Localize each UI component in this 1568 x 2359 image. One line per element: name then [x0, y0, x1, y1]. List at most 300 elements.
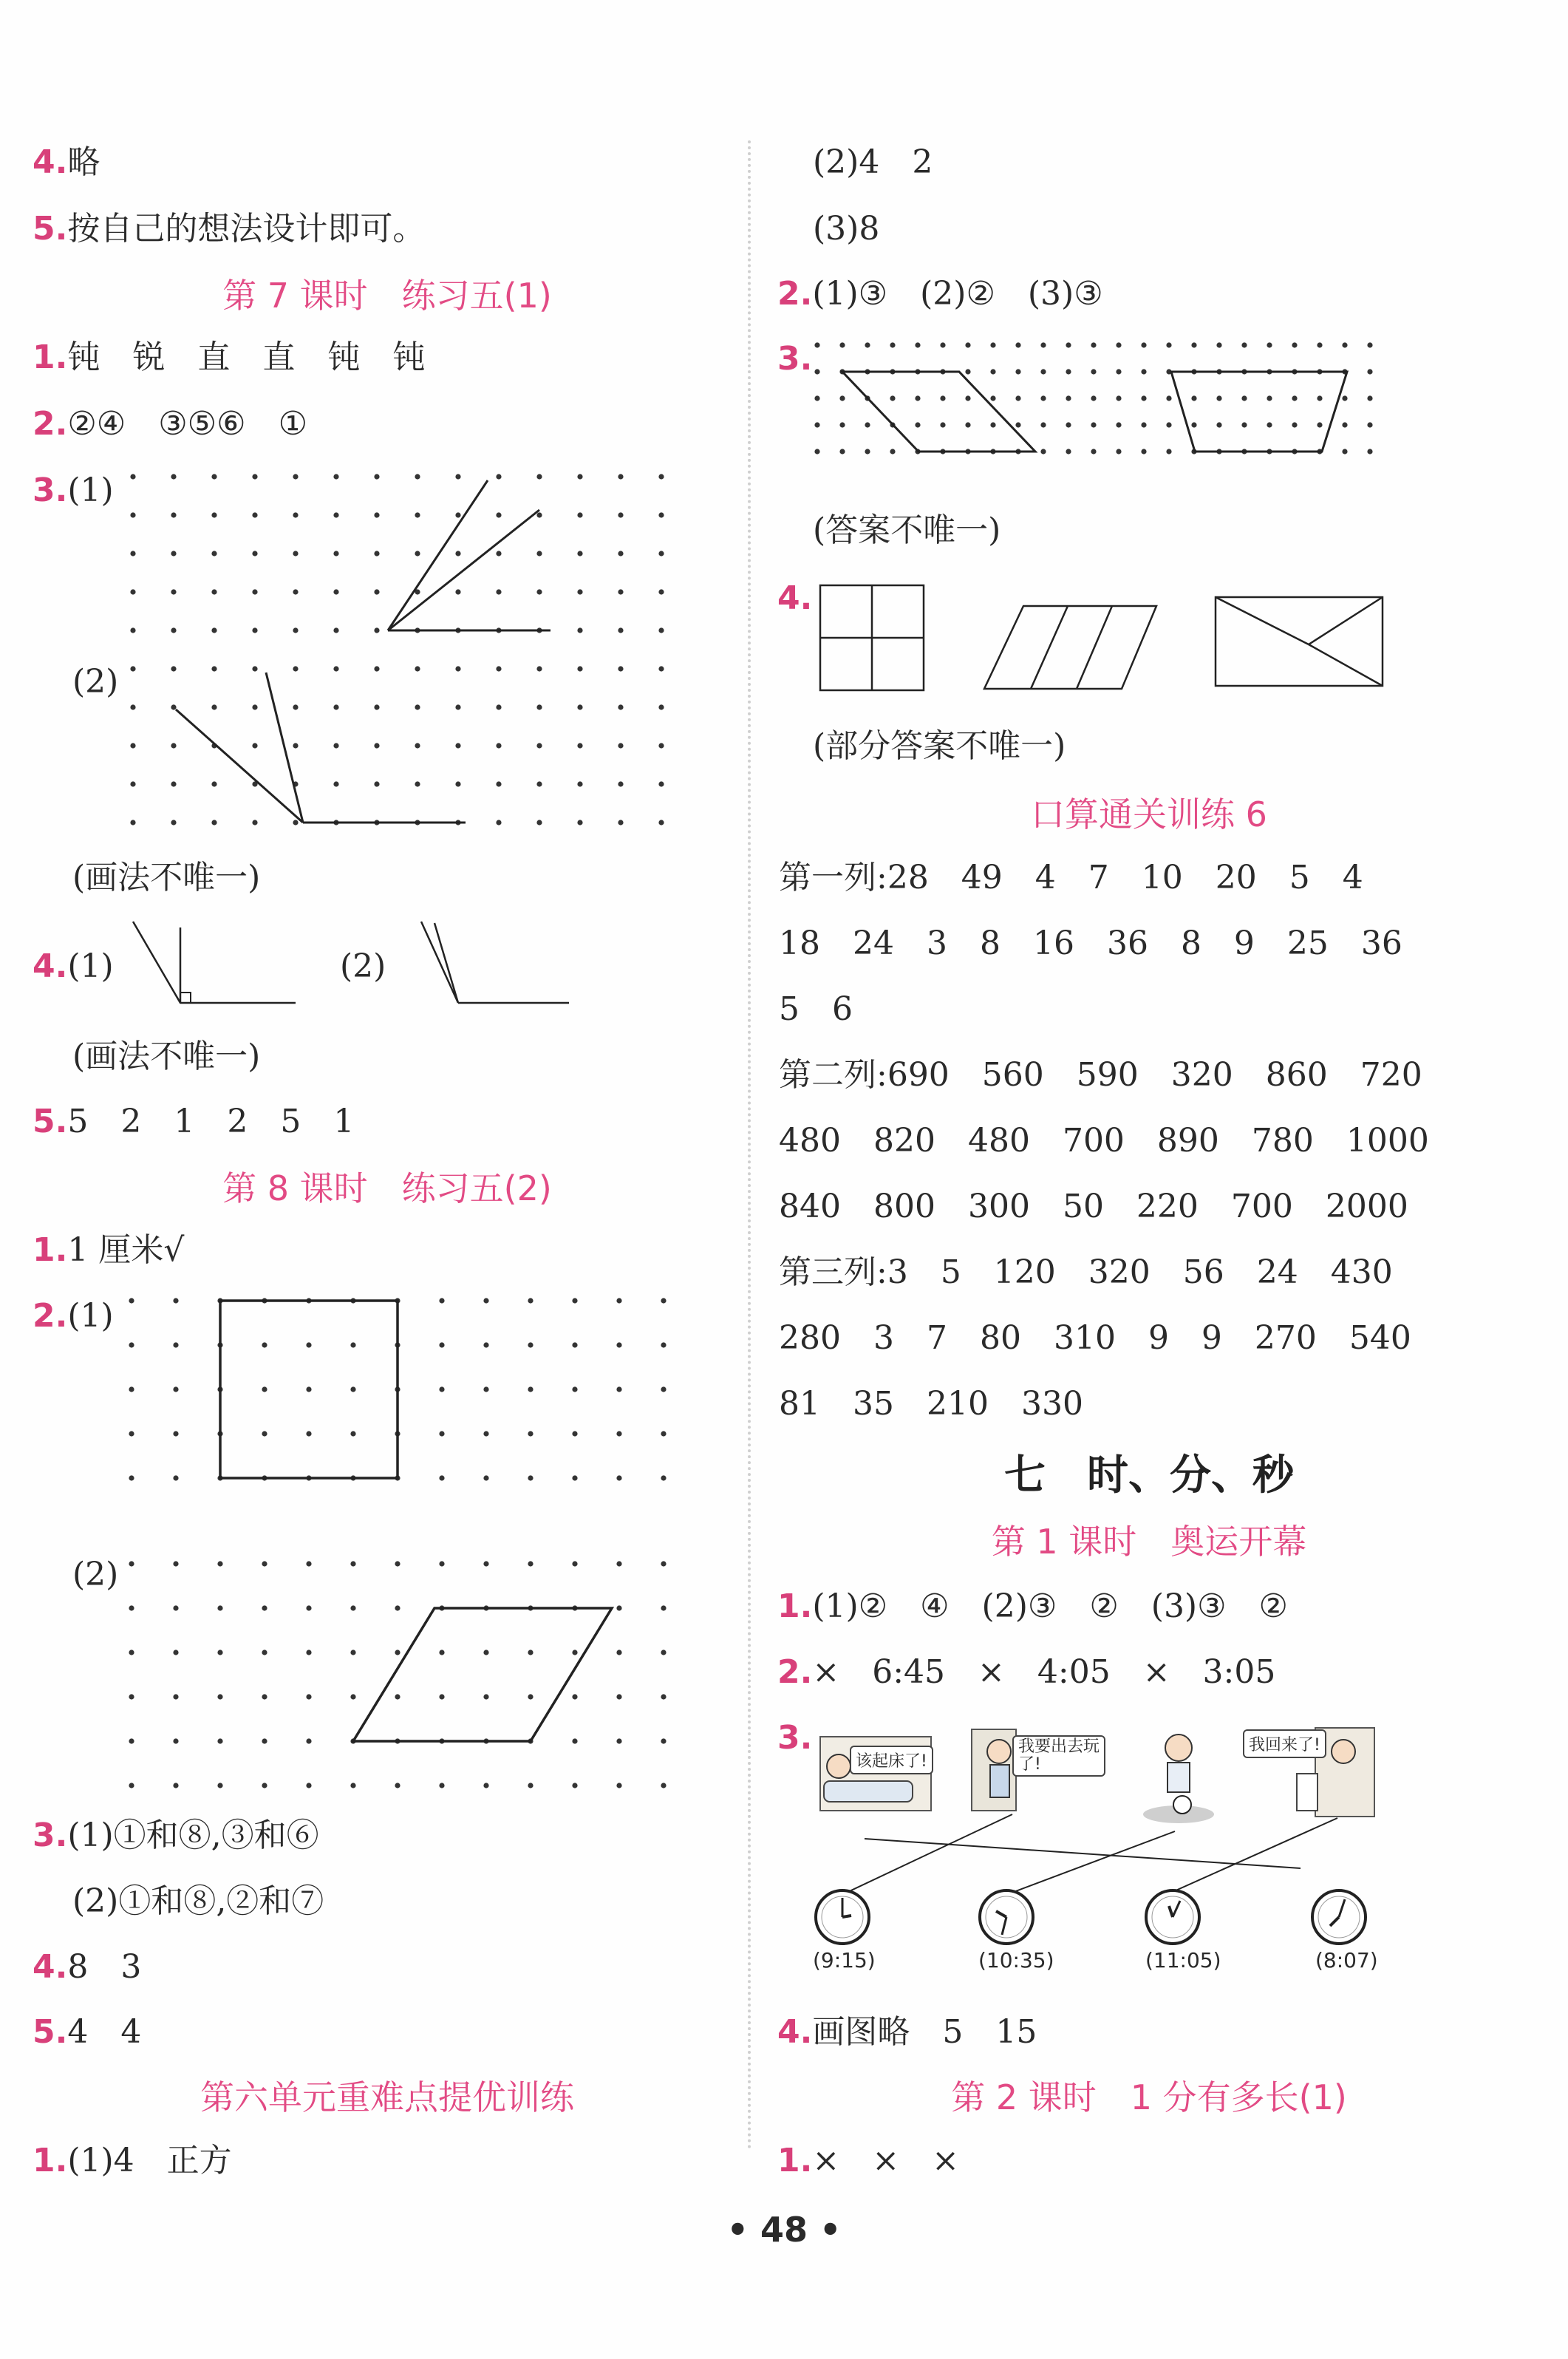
clock-face	[816, 1890, 869, 1944]
grid-dot	[865, 422, 870, 427]
grid-dot	[572, 1694, 577, 1699]
parallelogram-shape	[353, 1608, 612, 1741]
lesson-heading: 第 1 课时 奥运开幕	[991, 1522, 1307, 1562]
grid-dot	[171, 627, 176, 633]
drill-line: 第一列:28 49 4 7 10 20 5 4	[779, 859, 1363, 896]
drill-line: 280 3 7 80 310 9 9 270 540	[779, 1319, 1411, 1357]
grid-dot	[661, 1650, 666, 1655]
grid-dot	[130, 589, 135, 594]
grid-dot	[415, 666, 420, 671]
grid-dot	[306, 1431, 311, 1436]
grid-dot	[814, 449, 819, 454]
grid-dot	[333, 551, 338, 556]
grid-dot	[350, 1561, 355, 1566]
grid-dot	[130, 743, 135, 748]
grid-dot	[1216, 342, 1221, 347]
grid-dot	[839, 342, 845, 347]
sub-label: (2)	[72, 1556, 119, 1593]
grid-dot	[262, 1650, 267, 1655]
grid-dot	[1317, 342, 1322, 347]
grid-dot	[1040, 342, 1046, 347]
grid-dot	[528, 1694, 533, 1699]
grid-dot	[1116, 342, 1121, 347]
grid-dot	[1166, 342, 1171, 347]
grid-dot	[171, 820, 176, 825]
grid-dot	[577, 512, 582, 517]
grid-dot	[577, 474, 582, 479]
grid-dot	[306, 1386, 311, 1392]
grid-dot	[616, 1431, 621, 1436]
grid-dot	[658, 627, 664, 633]
grid-dot	[940, 395, 945, 401]
grid-dot	[1367, 342, 1372, 347]
dot-grid-angle-2	[126, 665, 687, 828]
grid-dot	[1066, 395, 1071, 401]
grid-dot	[1292, 395, 1297, 401]
grid-dot	[1091, 369, 1096, 374]
grid-dot	[915, 422, 920, 427]
grid-dot	[1141, 422, 1146, 427]
answer-line: (3)8	[813, 210, 880, 248]
grid-dot	[1342, 422, 1347, 427]
grid-dot	[252, 743, 257, 748]
answer-line	[33, 142, 100, 183]
grid-dot	[1191, 395, 1196, 401]
grid-dot	[350, 1783, 355, 1788]
grid-dot	[374, 627, 379, 633]
dot-grid-parallelograms	[813, 340, 1404, 488]
item-number: 1.	[777, 2142, 813, 2179]
grid-dot	[1091, 395, 1096, 401]
grid-dot	[616, 1650, 621, 1655]
grid-dot	[211, 551, 217, 556]
grid-dot	[1241, 422, 1247, 427]
grid-dot	[333, 743, 338, 748]
dot-grid-parallelogram	[126, 1559, 702, 1796]
grid-dot	[528, 1783, 533, 1788]
grid-dot	[536, 781, 542, 786]
item-number: 3.	[33, 1817, 68, 1854]
grid-dot	[262, 1783, 267, 1788]
grid-dot	[658, 704, 664, 709]
item-number: 5.	[33, 210, 68, 248]
grid-dot	[496, 589, 501, 594]
grid-dot	[415, 704, 420, 709]
lesson-heading: 第 2 课时 1 分有多长(1)	[951, 2077, 1347, 2117]
drill-line: 第三列:3 5 120 320 56 24 430	[779, 1253, 1393, 1291]
unit-review-heading: 第六单元重难点提优训练	[200, 2077, 574, 2117]
answer-line	[777, 2012, 1037, 2053]
grid-dot	[1267, 342, 1272, 347]
clock-caption: (11:05)	[1145, 1948, 1221, 1972]
grid-dot	[455, 666, 460, 671]
answer-text: (1)①和⑧,③和⑥	[67, 1817, 319, 1854]
answer-line	[777, 2140, 959, 2182]
grid-dot	[618, 666, 623, 671]
grid-dot	[577, 781, 582, 786]
grid-dot	[1116, 395, 1121, 401]
grid-dot	[1367, 395, 1372, 401]
grid-dot	[572, 1738, 577, 1743]
grid-dot	[528, 1386, 533, 1392]
note: (画法不唯一)	[72, 1038, 261, 1075]
grid-dot	[333, 589, 338, 594]
grid-dot	[661, 1342, 666, 1347]
grid-dot	[333, 781, 338, 786]
grid-dot	[1292, 422, 1297, 427]
grid-dot	[173, 1605, 178, 1610]
grid-dot	[1342, 395, 1347, 401]
grid-dot	[171, 704, 176, 709]
grid-dot	[1141, 369, 1146, 374]
grid-dot	[814, 342, 819, 347]
grid-dot	[395, 1694, 400, 1699]
grid-dot	[572, 1783, 577, 1788]
drill-line: 81 35 210 330	[779, 1385, 1083, 1423]
grid-dot	[395, 1561, 400, 1566]
grid-dot	[536, 474, 542, 479]
grid-dot	[293, 820, 298, 825]
answer-text: 4 4	[67, 2013, 142, 2051]
answer-text: 钝 锐 直 直 钝 钝	[67, 338, 426, 376]
grid-dot	[306, 1605, 311, 1610]
grid-dot	[439, 1342, 444, 1347]
answer-text: (1)4 正方	[67, 2142, 232, 2179]
grid-dot	[661, 1694, 666, 1699]
grid-dot	[496, 820, 501, 825]
grid-dot	[211, 627, 217, 633]
grid-dot	[350, 1386, 355, 1392]
answer-line	[33, 2012, 141, 2053]
grid-dot	[616, 1561, 621, 1566]
grid-dot	[211, 781, 217, 786]
grid-dot	[536, 820, 542, 825]
grid-dot	[333, 512, 338, 517]
grid-dot	[1216, 422, 1221, 427]
grid-dot	[483, 1386, 488, 1392]
grid-dot	[536, 666, 542, 671]
grid-dot	[658, 474, 664, 479]
grid-dot	[496, 666, 501, 671]
dot-grid-angle-1	[126, 473, 687, 636]
item-number: 3.	[33, 472, 68, 509]
grid-dot	[661, 1605, 666, 1610]
grid-dot	[350, 1605, 355, 1610]
grid-dot	[129, 1561, 134, 1566]
grid-dot	[129, 1342, 134, 1347]
drill-line: 840 800 300 50 220 700 2000	[779, 1188, 1408, 1225]
answer-line	[33, 1947, 141, 1988]
grid-dot	[940, 422, 945, 427]
answer-line	[33, 2140, 232, 2182]
grid-dot	[262, 1738, 267, 1743]
grid-dot	[455, 512, 460, 517]
item-number: 2.	[33, 405, 68, 443]
clock-face	[980, 1890, 1033, 1944]
grid-dot	[1066, 422, 1071, 427]
grid-dot	[496, 704, 501, 709]
grid-dot	[1166, 422, 1171, 427]
grid-dot	[1066, 369, 1071, 374]
grid-dot	[293, 474, 298, 479]
grid-dot	[130, 627, 135, 633]
grid-dot	[415, 474, 420, 479]
speech-bubble: 我回来了!	[1243, 1729, 1326, 1758]
grid-dot	[536, 512, 542, 517]
grid-dot	[1241, 395, 1247, 401]
grid-dot	[577, 666, 582, 671]
answer-line	[33, 337, 425, 378]
angle-figure	[414, 920, 576, 1009]
answer-line	[33, 946, 114, 987]
grid-dot	[839, 395, 845, 401]
grid-dot	[618, 743, 623, 748]
grid-dot	[374, 666, 379, 671]
grid-dot	[293, 704, 298, 709]
grid-dot	[306, 1650, 311, 1655]
grid-dot	[1342, 449, 1347, 454]
grid-dot	[1191, 342, 1196, 347]
grid-dot	[483, 1431, 488, 1436]
grid-dot	[374, 704, 379, 709]
grid-dot	[1040, 395, 1046, 401]
grid-dot	[455, 704, 460, 709]
answer-line	[777, 338, 812, 380]
grid-dot	[439, 1298, 444, 1303]
grid-dot	[496, 781, 501, 786]
grid-dot	[915, 342, 920, 347]
grid-dot	[1015, 422, 1020, 427]
grid-dot	[293, 627, 298, 633]
drill-heading: 口算通关训练 6	[1031, 794, 1267, 834]
grid-dot	[374, 743, 379, 748]
grid-dot	[1066, 342, 1071, 347]
item-number: 4.	[33, 947, 68, 985]
answer-line: (2)①和⑧,②和⑦	[72, 1882, 324, 1920]
grid-dot	[395, 1783, 400, 1788]
grid-dot	[572, 1431, 577, 1436]
sub-label: (2)	[72, 663, 119, 701]
grid-dot	[890, 342, 895, 347]
item-number: 4.	[777, 579, 813, 617]
grid-dot	[890, 449, 895, 454]
grid-dot	[483, 1650, 488, 1655]
grid-dot	[1241, 342, 1247, 347]
grid-dot	[658, 781, 664, 786]
clock-caption: (9:15)	[813, 1948, 876, 1972]
answer-text: × × ×	[812, 2142, 959, 2179]
item-number: 2.	[33, 1297, 68, 1335]
grid-dot	[252, 512, 257, 517]
item-number: 4.	[33, 1948, 68, 1986]
answer-text: 画图略 5 15	[812, 2013, 1037, 2051]
grid-dot	[1141, 395, 1146, 401]
grid-dot	[865, 449, 870, 454]
grid-dot	[618, 512, 623, 517]
grid-dot	[483, 1783, 488, 1788]
match-line	[990, 1831, 1175, 1901]
grid-dot	[1015, 369, 1020, 374]
grid-dot	[262, 1694, 267, 1699]
grid-dot	[483, 1475, 488, 1480]
item-number: 5.	[33, 2013, 68, 2051]
answer-text: 5 2 1 2 5 1	[67, 1103, 355, 1140]
grid-dot	[439, 1386, 444, 1392]
grid-dot	[211, 666, 217, 671]
grid-dot	[839, 422, 845, 427]
grid-dot	[415, 512, 420, 517]
grid-dot	[130, 551, 135, 556]
grid-dot	[528, 1431, 533, 1436]
grid-dot	[915, 395, 920, 401]
grid-dot	[1317, 422, 1322, 427]
answer-text: 1 厘米√	[67, 1231, 185, 1269]
grid-dot	[129, 1605, 134, 1610]
grid-dot	[1091, 449, 1096, 454]
grid-dot	[439, 1694, 444, 1699]
grid-dot	[528, 1650, 533, 1655]
grid-dot	[616, 1342, 621, 1347]
grid-dot	[217, 1650, 222, 1655]
answer-line	[777, 1586, 1288, 1627]
lesson-heading: 第 8 课时 练习五(2)	[222, 1168, 552, 1208]
speech-bubble: 该起床了!	[850, 1746, 933, 1774]
note: (部分答案不唯一)	[813, 727, 1066, 765]
clock-face	[1146, 1890, 1199, 1944]
answer-text: × 6:45 × 4:05 × 3:05	[812, 1653, 1276, 1691]
grid-dot	[890, 395, 895, 401]
grid-dot	[536, 551, 542, 556]
grid-dot	[333, 704, 338, 709]
grid-dot	[211, 820, 217, 825]
speech-bubble: 我要出去玩了!	[1012, 1735, 1105, 1777]
parallelogram-divided	[984, 606, 1156, 689]
item-number: 4.	[33, 143, 68, 181]
grid-dot	[173, 1783, 178, 1788]
division-figures	[813, 584, 1404, 695]
grid-dot	[618, 781, 623, 786]
unit-title: 七 时、分、秒	[1004, 1451, 1294, 1500]
grid-dot	[618, 704, 623, 709]
grid-dot	[130, 820, 135, 825]
grid-dot	[130, 512, 135, 517]
grid-dot	[658, 589, 664, 594]
grid-dot	[1267, 395, 1272, 401]
item-number: 1.	[33, 2142, 68, 2179]
grid-dot	[616, 1738, 621, 1743]
grid-dot	[536, 743, 542, 748]
grid-dot	[814, 369, 819, 374]
grid-dot	[618, 474, 623, 479]
grid-dot	[395, 1605, 400, 1610]
page-number: • 48 •	[726, 2210, 842, 2250]
grid-dot	[171, 666, 176, 671]
grid-dot	[618, 820, 623, 825]
grid-dot	[173, 1431, 178, 1436]
grid-dot	[1367, 369, 1372, 374]
grid-dot	[129, 1650, 134, 1655]
grid-dot	[333, 666, 338, 671]
grid-dot	[374, 781, 379, 786]
grid-dot	[293, 666, 298, 671]
grid-dot	[1292, 342, 1297, 347]
grid-dot	[129, 1783, 134, 1788]
grid-dot	[173, 1650, 178, 1655]
grid-dot	[211, 474, 217, 479]
grid-dot	[262, 1386, 267, 1392]
grid-dot	[333, 627, 338, 633]
item-number: 3.	[777, 340, 813, 378]
grid-dot	[496, 512, 501, 517]
grid-dot	[618, 627, 623, 633]
answer-line: (2)4 2	[813, 143, 933, 181]
grid-dot	[965, 395, 970, 401]
grid-dot	[171, 474, 176, 479]
grid-dot	[262, 1431, 267, 1436]
grid-dot	[1091, 342, 1096, 347]
answer-line	[33, 1101, 354, 1143]
grid-dot	[577, 743, 582, 748]
grid-dot	[374, 512, 379, 517]
grid-dot	[1141, 449, 1146, 454]
grid-dot	[658, 820, 664, 825]
grid-dot	[211, 512, 217, 517]
drill-line: 18 24 3 8 16 36 8 9 25 36	[779, 925, 1402, 962]
grid-dot	[130, 781, 135, 786]
grid-dot	[572, 1342, 577, 1347]
grid-dot	[374, 474, 379, 479]
grid-dot	[1066, 449, 1071, 454]
grid-dot	[658, 743, 664, 748]
grid-dot	[455, 474, 460, 479]
grid-dot	[661, 1298, 666, 1303]
drill-line: 第二列:690 560 590 320 860 720	[779, 1056, 1422, 1094]
sub-label: (2)	[340, 947, 386, 985]
answer-line	[33, 1296, 114, 1337]
item-number: 4.	[777, 2013, 813, 2051]
grid-dot	[1040, 422, 1046, 427]
grid-dot	[211, 704, 217, 709]
grid-dot	[171, 781, 176, 786]
answer-line	[777, 1652, 1275, 1693]
grid-dot	[129, 1738, 134, 1743]
grid-dot	[1116, 449, 1121, 454]
grid-dot	[618, 589, 623, 594]
grid-dot	[129, 1386, 134, 1392]
grid-dot	[262, 1342, 267, 1347]
grid-dot	[658, 512, 664, 517]
grid-dot	[1116, 422, 1121, 427]
answer-line	[33, 208, 425, 250]
grid-dot	[129, 1475, 134, 1480]
grid-dot	[577, 820, 582, 825]
item-number: 2.	[777, 275, 813, 313]
grid-dot	[262, 1561, 267, 1566]
answer-line	[33, 404, 307, 445]
grid-dot	[173, 1386, 178, 1392]
grid-dot	[572, 1386, 577, 1392]
grid-dot	[252, 704, 257, 709]
angle-ray	[388, 480, 488, 630]
grid-dot	[990, 369, 995, 374]
grid-dot	[171, 551, 176, 556]
answer-line	[33, 1230, 184, 1271]
grid-dot	[814, 422, 819, 427]
grid-dot	[173, 1561, 178, 1566]
grid-dot	[455, 781, 460, 786]
grid-dot	[455, 551, 460, 556]
grid-dot	[252, 589, 257, 594]
